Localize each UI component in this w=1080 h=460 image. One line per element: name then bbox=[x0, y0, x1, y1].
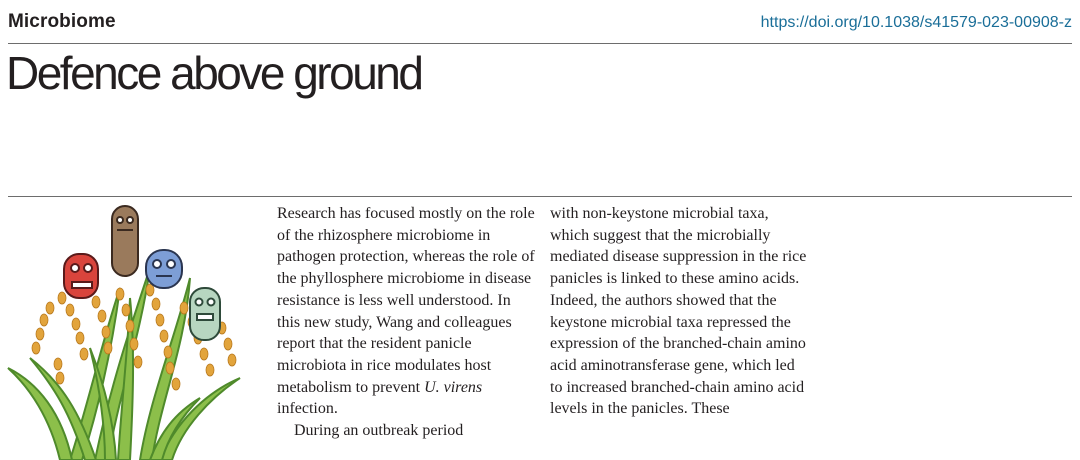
section-label: Microbiome bbox=[8, 11, 116, 32]
paragraph-3: with non-keystone microbial taxa, which suggest that the microbially mediated disease suppression in the rice panicles is linked to these amino acids. Indeed, the authors showed that the keystone microbial taxa repressed the expression of the branched-chain amino acid aminotransferase gene, which led to increased branched-chain amino acid levels in the panicles. These bbox=[550, 205, 807, 418]
paragraph-1: Research has focused mostly on the role of the rhizosphere microbiome in pathogen protection, whereas the role of the phyllosphere microbiome in disease resistance is less well understood. In this new study, Wang and colleagues report that the resident panicle microbiota in rice modulates host metabolism to prevent U. virens infection. bbox=[277, 205, 535, 418]
green-microbe bbox=[190, 288, 220, 340]
brown-microbe bbox=[112, 206, 138, 276]
article-column-2 bbox=[550, 203, 810, 420]
species-name: U. virens bbox=[424, 378, 483, 396]
doi-link[interactable]: https://doi.org/10.1038/s41579-023-00908-z bbox=[760, 14, 1072, 31]
blue-microbe bbox=[146, 250, 182, 288]
header-divider bbox=[8, 43, 1072, 44]
rice-microbe-illustration bbox=[0, 198, 265, 460]
page-title: Defence above ground bbox=[6, 47, 422, 99]
red-microbe bbox=[64, 254, 98, 298]
article-header bbox=[8, 0, 1072, 44]
paragraph-2: During an outbreak period bbox=[294, 422, 464, 440]
section-divider bbox=[8, 196, 1072, 197]
article-column-1 bbox=[277, 203, 537, 442]
